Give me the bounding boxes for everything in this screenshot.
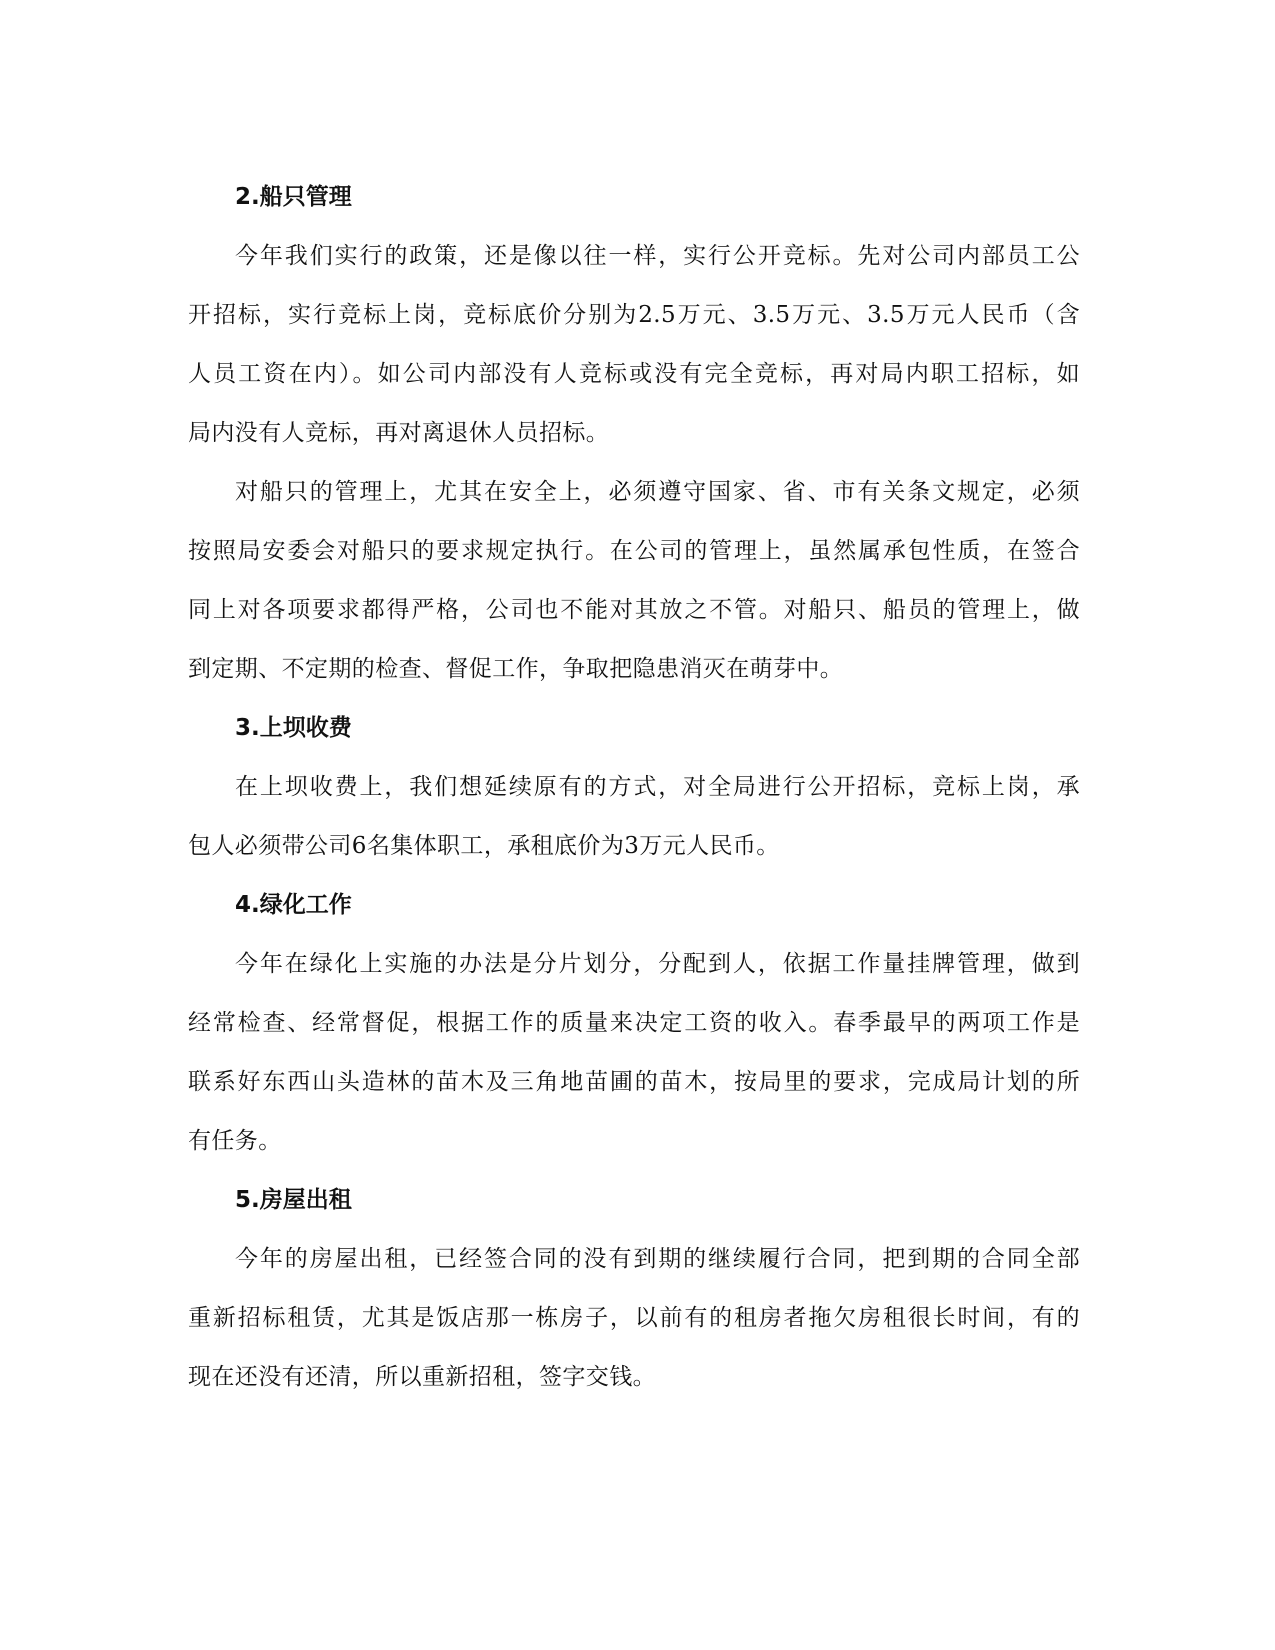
paragraph-line: 有任务。 (188, 1128, 282, 1154)
paragraph-line: 同上对各项要求都得严格，公司也不能对其放之不管。对船只、船员的管理上，做 (188, 597, 1080, 623)
paragraph-line: 经常检查、经常督促，根据工作的质量来决定工资的收入。春季最早的两项工作是 (188, 1010, 1080, 1036)
section-heading: 2.船只管理 (235, 184, 352, 210)
paragraph-line: 今年在绿化上实施的办法是分片划分，分配到人，依据工作量挂牌管理，做到 (235, 951, 1080, 977)
paragraph-line: 包人必须带公司6名集体职工，承租底价为3万元人民币。 (188, 833, 780, 859)
paragraph (188, 935, 1080, 1171)
paragraph (188, 758, 1080, 876)
paragraph-line: 人员工资在内）。如公司内部没有人竞标或没有完全竞标，再对局内职工招标，如 (188, 361, 1080, 387)
document-body (188, 168, 1080, 1407)
paragraph-line: 重新招标租赁，尤其是饭店那一栋房子，以前有的租房者拖欠房租很长时间，有的 (188, 1305, 1080, 1331)
section-heading: 4.绿化工作 (235, 892, 352, 918)
paragraph (188, 463, 1080, 699)
paragraph-line: 今年的房屋出租，已经签合同的没有到期的继续履行合同，把到期的合同全部 (235, 1246, 1080, 1272)
paragraph-line: 到定期、不定期的检查、督促工作，争取把隐患消灭在萌芽中。 (188, 656, 844, 682)
paragraph (188, 227, 1080, 463)
paragraph-line: 今年我们实行的政策，还是像以往一样，实行公开竞标。先对公司内部员工公 (235, 243, 1080, 269)
paragraph-line: 现在还没有还清，所以重新招租，签字交钱。 (188, 1364, 656, 1390)
section-heading: 3.上坝收费 (235, 715, 352, 741)
paragraph-line: 联系好东西山头造林的苗木及三角地苗圃的苗木，按局里的要求，完成局计划的所 (188, 1069, 1080, 1095)
paragraph-line: 对船只的管理上，尤其在安全上，必须遵守国家、省、市有关条文规定，必须 (235, 479, 1080, 505)
paragraph (188, 1230, 1080, 1407)
paragraph-line: 开招标，实行竞标上岗，竞标底价分别为2.5万元、3.5万元、3.5万元人民币（含 (188, 302, 1080, 328)
section-heading: 5.房屋出租 (235, 1187, 352, 1213)
paragraph-line: 在上坝收费上，我们想延续原有的方式，对全局进行公开招标，竞标上岗，承 (235, 774, 1080, 800)
paragraph-line: 按照局安委会对船只的要求规定执行。在公司的管理上，虽然属承包性质，在签合 (188, 538, 1080, 564)
paragraph-line: 局内没有人竞标，再对离退休人员招标。 (188, 420, 610, 446)
